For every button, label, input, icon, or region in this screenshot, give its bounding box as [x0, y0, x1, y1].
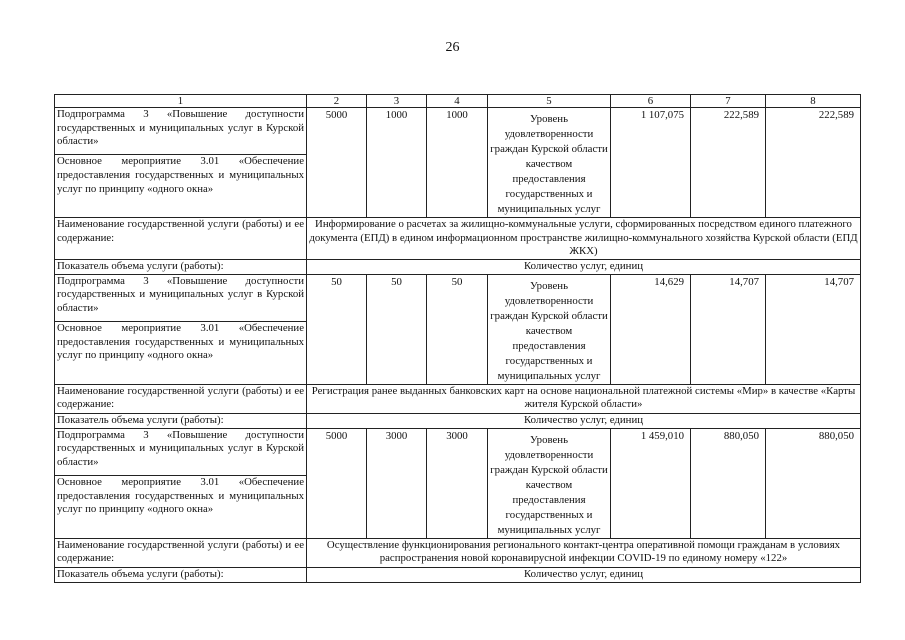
header-cell: 7 — [691, 95, 766, 108]
service-label-cell: Наименование государственной услуги (работы) и ее содержание: — [55, 218, 307, 260]
header-cell: 2 — [307, 95, 367, 108]
volume-label-cell: Показатель объема услуги (работы): — [55, 259, 307, 274]
service-label-cell: Наименование государственной услуги (работы) и ее содержание: — [55, 538, 307, 567]
table-row — [55, 567, 861, 582]
volume-unit-cell: Количество услуг, единиц — [307, 259, 861, 274]
table-row — [55, 259, 861, 274]
header-cell: 5 — [488, 95, 611, 108]
value-cell: 5000 — [307, 428, 367, 538]
volume-unit-cell: Количество услуг, единиц — [307, 413, 861, 428]
activity-cell: Основное мероприятие 3.01 «Обеспечение предоставления государственных и муниципальных услуг по принципу «одного окна» — [55, 476, 307, 539]
value-cell: 14,707 — [691, 274, 766, 384]
header-cell: 8 — [766, 95, 861, 108]
header-cell: 4 — [427, 95, 488, 108]
service-description-cell: Осуществление функционирования регионального контакт-центра оперативной помощи гражданам в условиях распространения новой коронавирусной инфекции COVID-19 по единому номеру «122» — [307, 538, 861, 567]
header-cell: 6 — [611, 95, 691, 108]
program-table — [54, 94, 861, 583]
header-cell: 3 — [367, 95, 427, 108]
value-cell: 5000 — [307, 108, 367, 218]
value-cell: 1000 — [367, 108, 427, 218]
table-row — [55, 108, 861, 155]
activity-cell: Основное мероприятие 3.01 «Обеспечение предоставления государственных и муниципальных услуг по принципу «одного окна» — [55, 322, 307, 385]
value-cell: 14,707 — [766, 274, 861, 384]
volume-label-cell: Показатель объема услуги (работы): — [55, 567, 307, 582]
value-cell: 880,050 — [691, 428, 766, 538]
value-cell: 50 — [427, 274, 488, 384]
value-cell: 222,589 — [691, 108, 766, 218]
table-row — [55, 428, 861, 475]
value-cell: 1 459,010 — [611, 428, 691, 538]
value-cell: 3000 — [367, 428, 427, 538]
table-row — [55, 413, 861, 428]
value-cell: 880,050 — [766, 428, 861, 538]
header-cell: 1 — [55, 95, 307, 108]
subprogram-cell: Подпрограмма 3 «Повышение доступности государственных и муниципальных услуг в Курской области» — [55, 108, 307, 155]
value-cell: 3000 — [427, 428, 488, 538]
activity-cell: Основное мероприятие 3.01 «Обеспечение предоставления государственных и муниципальных услуг по принципу «одного окна» — [55, 155, 307, 218]
subprogram-cell: Подпрограмма 3 «Повышение доступности государственных и муниципальных услуг в Курской области» — [55, 428, 307, 475]
table-row — [55, 384, 861, 413]
subprogram-cell: Подпрограмма 3 «Повышение доступности государственных и муниципальных услуг в Курской области» — [55, 274, 307, 321]
volume-unit-cell: Количество услуг, единиц — [307, 567, 861, 582]
service-description-cell: Информирование о расчетах за жилищно-коммунальные услуги, сформированных посредством единого платежного документа (ЕПД) в едином информационном пространстве жилищно-коммунального хозяйства Курской области (ЕПД ЖКХ) — [307, 218, 861, 260]
volume-label-cell: Показатель объема услуги (работы): — [55, 413, 307, 428]
service-label-cell: Наименование государственной услуги (работы) и ее содержание: — [55, 384, 307, 413]
value-cell: 222,589 — [766, 108, 861, 218]
table-row — [55, 538, 861, 567]
value-cell: 1 107,075 — [611, 108, 691, 218]
table-row — [55, 218, 861, 260]
value-cell: 50 — [367, 274, 427, 384]
table-row — [55, 274, 861, 321]
service-description-cell: Регистрация ранее выданных банковских карт на основе национальной платежной системы «Мир» в качестве «Карты жителя Курской области» — [307, 384, 861, 413]
page-number: 26 — [445, 40, 460, 55]
table-header-row — [55, 95, 861, 108]
value-cell: 1000 — [427, 108, 488, 218]
value-cell: 50 — [307, 274, 367, 384]
indicator-cell: Уровень удовлетворенности граждан Курской области качеством предоставления государственных и муниципальных услуг — [488, 428, 611, 538]
indicator-cell: Уровень удовлетворенности граждан Курской области качеством предоставления государственных и муниципальных услуг — [488, 274, 611, 384]
value-cell: 14,629 — [611, 274, 691, 384]
indicator-cell: Уровень удовлетворенности граждан Курской области качеством предоставления государственных и муниципальных услуг — [488, 108, 611, 218]
